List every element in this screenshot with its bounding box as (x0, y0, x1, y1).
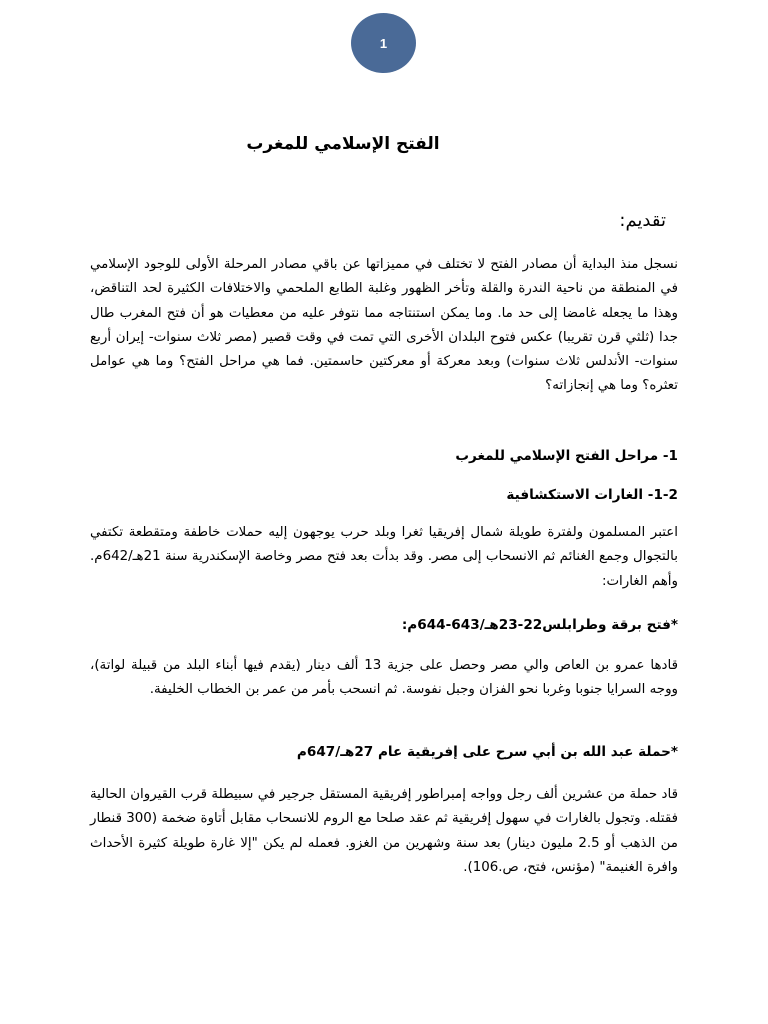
page-number-badge (351, 13, 416, 73)
campaign-heading-ifriqiya: *حملة عبد الله بن أبي سرح على إفريقية عام 27هـ/647م (296, 744, 678, 760)
section-heading: 1- مراحل الفتح الإسلامي للمغرب (455, 448, 678, 464)
page-number: 1 (379, 35, 388, 51)
subsection-heading: 1-2- الغارات الاستكشافية (506, 487, 678, 503)
raids-paragraph: اعتبر المسلمون ولفترة طويلة شمال إفريقيا ثغرا وبلد حرب يوجهون إليه حملات خاطفة ومتقطعة تكتفي بالتجوال وجمع الغنائم ثم الانسحاب إلى مصر. وقد بدأت بعد فتح مصر وخاصة الإسكندرية سنة 21هـ/642م. وأهم الغارات: (90, 525, 678, 589)
campaign-heading-barqa: *فتح برقة وطرابلس22-23هـ/643-644م: (401, 617, 678, 633)
document-title: الفتح الإسلامي للمغرب (246, 134, 440, 154)
campaign-paragraph-barqa: قادها عمرو بن العاص والي مصر وحصل على جزية 13 ألف دينار (يقدم فيها أبناء البلد من قبيلة لواتة)، ووجه السرايا جنوبا وغربا نحو الفزان وجبل نفوسة. ثم انسحب بأمر من عمر بن الخطاب الخليفة. (90, 658, 678, 698)
campaign-paragraph-ifriqiya: قاد حملة من عشرين ألف رجل وواجه إمبراطور إفريقية المستقل جرجير في سبيطلة قرب القيروان الحالية فقتله. وتجول بالغارات في سهول إفريقية ثم عقد صلحا مع الروم للانسحاب مقابل أتاوة ضخمة (300 قنطار من الذهب أو 2.5 مليون دينار) بعد سنة وشهرين من الغزو. فعمله لم يكن "إلا غارة طويلة كثيرة الأحداث وافرة الغنيمة" (مؤنس، فتح، ص.106). (90, 787, 678, 875)
intro-paragraph: نسجل منذ البداية أن مصادر الفتح لا تختلف في مميزاتها عن باقي مصادر المرحلة الأولى للوجود الإسلامي في المنطقة من ناحية الندرة والقلة وتأخر الظهور وغلبة الطابع الملحمي والاختلافات الكثيرة لحد التناقض، وهذا ما يجعله غامضا إلى حد ما. وما يمكن استنتاجه مما نتوفر عليه من معطيات هو أن فتح المغرب طال جدا (ثلثي قرن تقريبا) عكس فتوح البلدان الأخرى التي تمت في وقت قصير (مصر ثلاث سنوات- إيران أربع سنوات- الأندلس ثلاث سنوات) وبعد معركة أو معركتين حاسمتين. فما هي مراحل الفتح؟ وما هي عوامل تعثره؟ وما هي إنجازاته؟ (90, 257, 678, 394)
intro-label: تقديم: (619, 210, 666, 231)
